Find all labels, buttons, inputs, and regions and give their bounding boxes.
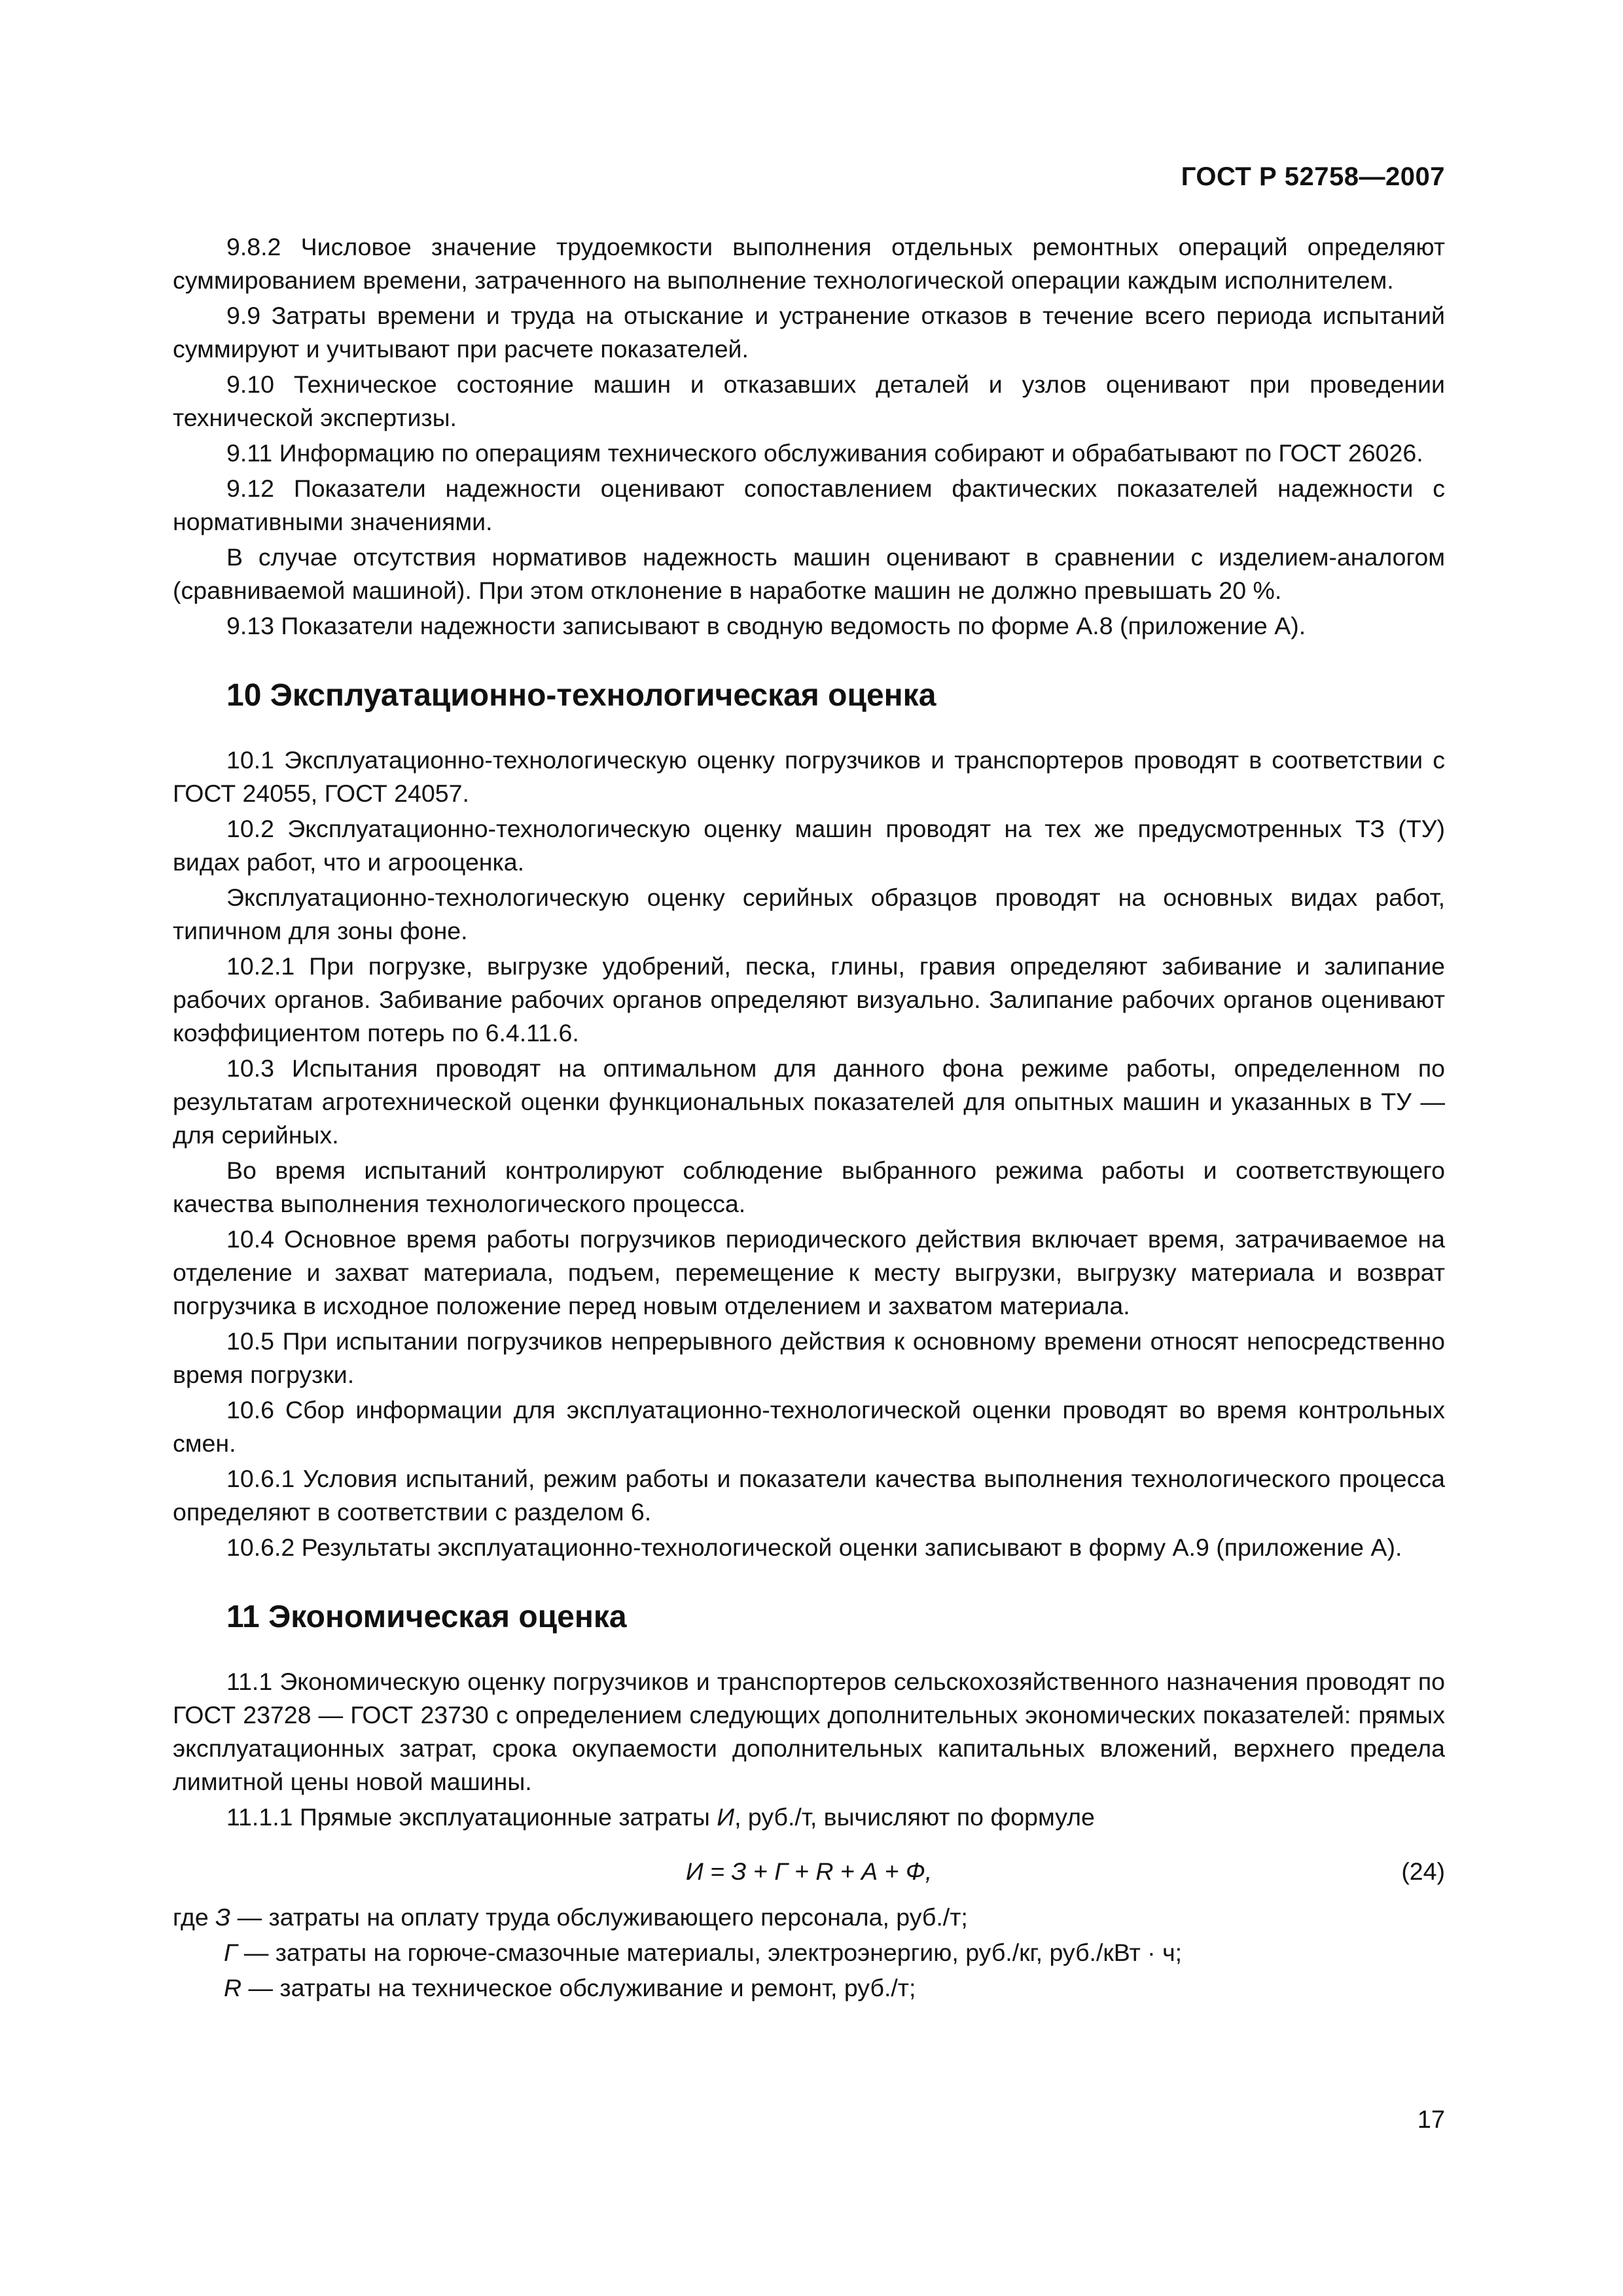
legend-text: — затраты на техническое обслуживание и ремонт, руб./т; bbox=[241, 1974, 916, 2001]
formula-legend bbox=[173, 1901, 1445, 2005]
paragraph-9-9: 9.9 Затраты времени и труда на отыскание и устранение отказов в течение всего периода испытаний суммируют и учитывают при расчете показателей. bbox=[173, 302, 1445, 363]
formula-intro-text: 11.1.1 Прямые эксплуатационные затраты bbox=[226, 1803, 717, 1831]
paragraph-10-2-note: Эксплуатационно-технологическую оценку серийных образцов проводят на основных видах работ, типичном для зоны фоне. bbox=[173, 884, 1445, 944]
paragraph-9-10: 9.10 Техническое состояние машин и отказавших деталей и узлов оценивают при проведении технической экспертизы. bbox=[173, 370, 1445, 431]
formula-24 bbox=[173, 1851, 1445, 1892]
paragraph-9-12-note: В случае отсутствия нормативов надежность машин оценивают в сравнении с изделием-аналогом (сравниваемой машиной). При этом отклонение в наработке машин не должно превышать 20 %. bbox=[173, 543, 1445, 604]
legend-text: — затраты на горюче-смазочные материалы, электроэнергию, руб./кг, руб./кВт · ч; bbox=[237, 1939, 1183, 1966]
paragraph-10-2-1: 10.2.1 При погрузке, выгрузке удобрений, песка, глины, гравия определяют забивание и залипание рабочих органов. Забивание рабочих органов определяют визуально. Залипание рабочих органов оценивают коэффициентом потерь по 6.4.11.6. bbox=[173, 952, 1445, 1047]
paragraph-9-13: 9.13 Показатели надежности записывают в сводную ведомость по форме А.8 (приложение А). bbox=[226, 612, 1306, 639]
legend-item bbox=[173, 1936, 1445, 1969]
formula-number: (24) bbox=[1401, 1857, 1445, 1885]
paragraph-11-1: 11.1 Экономическую оценку погрузчиков и транспортеров сельскохозяйственного назначения проводят по ГОСТ 23728 — ГОСТ 23730 с определением следующих дополнительных экономических показателей: прямых эксплуатационных затрат, срока окупаемости дополнительных капитальных вложений, верхнего предела лимитной цены новой машины. bbox=[173, 1668, 1445, 1795]
paragraph-9-8-2: 9.8.2 Числовое значение трудоемкости выполнения отдельных ремонтных операций определяют суммированием времени, затраченного на выполнение технологической операции каждым исполнителем. bbox=[173, 233, 1445, 294]
formula-expression: И = З + Г + R + А + Ф, bbox=[685, 1857, 933, 1885]
paragraph-9-12: 9.12 Показатели надежности оценивают сопоставлением фактических показателей надежности с нормативными значениями. bbox=[173, 475, 1445, 535]
section-11-heading: 11 Экономическая оценка bbox=[226, 1600, 627, 1634]
legend-symbol: Г bbox=[224, 1939, 238, 1966]
legend-prefix: где bbox=[173, 1903, 216, 1931]
standard-header: ГОСТ Р 52758—2007 bbox=[1181, 162, 1445, 191]
paragraph-10-6: 10.6 Сбор информации для эксплуатационно-технологической оценки проводят во время контрольных смен. bbox=[173, 1396, 1445, 1457]
paragraph-11-1-1 bbox=[173, 1801, 1445, 1834]
document-body bbox=[173, 230, 1445, 2005]
legend-item bbox=[173, 1971, 1445, 2005]
legend-symbol: R bbox=[224, 1974, 242, 2001]
paragraph-10-4: 10.4 Основное время работы погрузчиков периодического действия включает время, затрачиваемое на отделение и захват материала, подъем, перемещение к месту выгрузки, выгрузку материала и возврат погрузчика в исходное положение перед новым отделением и захватом материала. bbox=[173, 1225, 1445, 1319]
paragraph-10-6-1: 10.6.1 Условия испытаний, режим работы и показатели качества выполнения технологического процесса определяют в соответствии с разделом 6. bbox=[173, 1465, 1445, 1526]
paragraph-10-1: 10.1 Эксплуатационно-технологическую оценку погрузчиков и транспортеров проводят в соответствии с ГОСТ 24055, ГОСТ 24057. bbox=[173, 746, 1445, 807]
legend-symbol: З bbox=[215, 1903, 231, 1931]
paragraph-9-11: 9.11 Информацию по операциям технического обслуживания собирают и обрабатывают по ГОСТ 26026. bbox=[226, 439, 1423, 467]
paragraph-10-5: 10.5 При испытании погрузчиков непрерывного действия к основному времени относят непосредственно время погрузки. bbox=[173, 1327, 1445, 1388]
legend-item bbox=[173, 1901, 1445, 1934]
paragraph-10-3-note: Во время испытаний контролируют соблюдение выбранного режима работы и соответствующего качества выполнения технологического процесса. bbox=[173, 1157, 1445, 1217]
page-number: 17 bbox=[1417, 2106, 1445, 2134]
legend-text: — затраты на оплату труда обслуживающего персонала, руб./т; bbox=[230, 1903, 968, 1931]
paragraph-10-2: 10.2 Эксплуатационно-технологическую оценку машин проводят на тех же предусмотренных ТЗ (ТУ) видах работ, что и агрооценка. bbox=[173, 815, 1445, 876]
formula-intro-tail: , руб./т, вычисляют по формуле bbox=[734, 1803, 1095, 1831]
paragraph-10-6-2: 10.6.2 Результаты эксплуатационно-технологической оценки записывают в форму А.9 (приложение А). bbox=[226, 1534, 1402, 1561]
paragraph-10-3: 10.3 Испытания проводят на оптимальном для данного фона режиме работы, определенном по результатам агротехнической оценки функциональных показателей для опытных машин и указанных в ТУ — для серийных. bbox=[173, 1054, 1445, 1149]
section-10-heading: 10 Эксплуатационно-технологическая оценка bbox=[226, 678, 936, 713]
formula-intro-symbol: И bbox=[717, 1803, 735, 1831]
